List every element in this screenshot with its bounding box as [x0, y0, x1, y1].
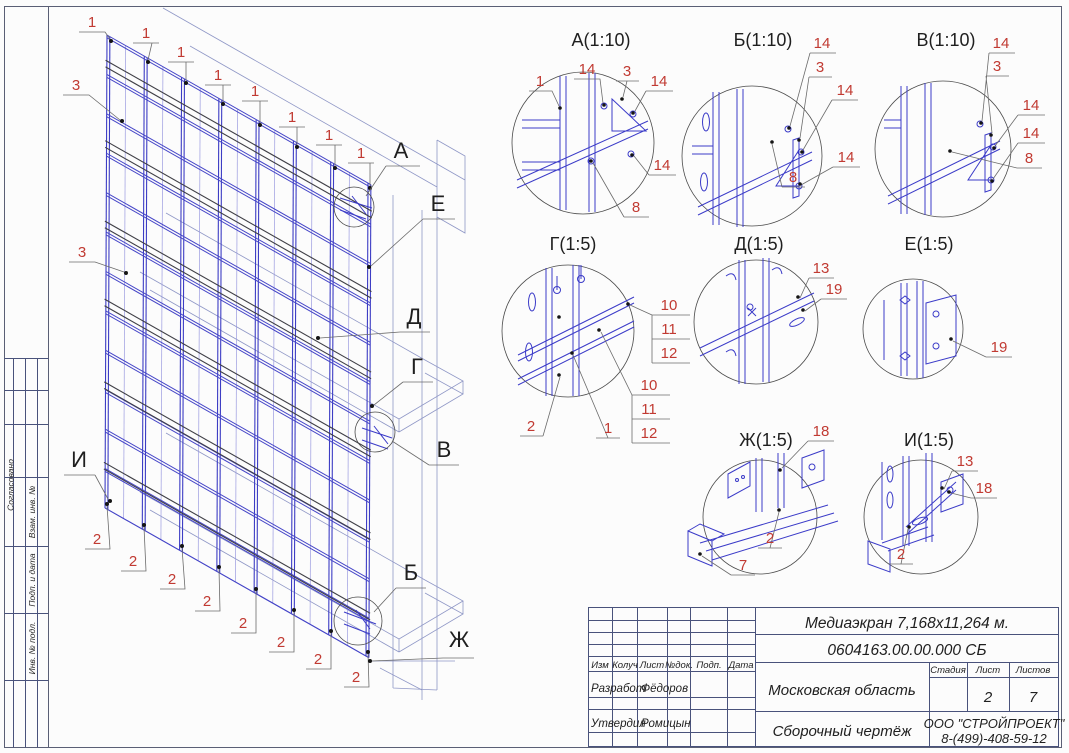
- callout-2: 2: [128, 553, 138, 570]
- detail-view-zh: [688, 423, 838, 575]
- callout: 14: [1022, 125, 1040, 142]
- titleblock-stage-header: Стадия: [930, 665, 966, 676]
- detail-view-d: [694, 234, 847, 384]
- detail-view-e: [863, 234, 1012, 379]
- titleblock-doc-number: 0604163.00.00.000 СБ: [827, 642, 987, 659]
- callout: 14: [1022, 97, 1040, 114]
- callout: 10: [640, 377, 658, 394]
- detail-title-a: А(1:10): [571, 30, 631, 50]
- callout: 8: [631, 199, 641, 216]
- callout: 11: [641, 401, 657, 418]
- callout: 12: [640, 425, 658, 442]
- callout-2: 2: [238, 615, 248, 632]
- margin-label-soglasovano: Согласовано: [5, 459, 16, 511]
- callout: 8: [1024, 150, 1034, 167]
- callout: 14: [653, 157, 671, 174]
- callout-3: 3: [77, 244, 87, 261]
- callout-1: 1: [324, 127, 334, 144]
- detail-title-i: И(1:5): [904, 430, 954, 450]
- callout: 14: [813, 35, 831, 52]
- callout-3: 3: [71, 77, 81, 94]
- detail-title-d: Д(1:5): [734, 234, 784, 254]
- callout: 18: [975, 480, 993, 497]
- titleblock-sheet-number: 2: [983, 689, 993, 706]
- callout: 14: [992, 35, 1010, 52]
- callout: 10: [660, 297, 678, 314]
- detail-title-e: Е(1:5): [904, 234, 954, 254]
- callout-2: 2: [167, 571, 177, 588]
- callout-1: 1: [213, 67, 223, 84]
- callout-1: 1: [356, 145, 366, 162]
- section-letter-e: Е: [430, 191, 446, 216]
- section-letter-zh: Ж: [448, 627, 470, 652]
- section-letter-v: В: [436, 437, 452, 462]
- titleblock-company: ООО "СТРОЙПРОЕКТ": [923, 716, 1065, 731]
- titleblock-sheets-total: 7: [1028, 689, 1038, 706]
- callouts-pos3: [63, 77, 128, 275]
- titleblock-role: Утвердил: [591, 718, 646, 730]
- callout: 2: [526, 418, 536, 435]
- margin-label-vzam-inv: Взам. инв. №: [27, 485, 37, 539]
- detail-view-g: [502, 234, 690, 443]
- callout: 14: [650, 73, 668, 90]
- callout: 19: [990, 339, 1008, 356]
- titleblock-drawing-type: Сборочный чертёж: [772, 723, 912, 740]
- margin-label-inv-podl: Инв. № подл.: [27, 621, 37, 675]
- callout-2: 2: [276, 634, 286, 651]
- callout: 12: [660, 345, 678, 362]
- callout-1: 1: [250, 83, 260, 100]
- titleblock-sheet-header: Лист: [975, 665, 1001, 676]
- callout: 18: [812, 423, 830, 440]
- callout-2: 2: [92, 531, 102, 548]
- callout: 3: [815, 59, 825, 76]
- detail-title-g: Г(1:5): [549, 234, 597, 254]
- callout-1: 1: [287, 109, 297, 126]
- callout-2: 2: [351, 669, 361, 686]
- margin-table: [5, 359, 49, 748]
- detail-view-b: [682, 30, 860, 227]
- titleblock-sheets-header: Листов: [1015, 665, 1051, 676]
- margin-label-podp-data: Подп. и дата: [27, 553, 37, 607]
- callout: 1: [535, 73, 545, 90]
- detail-title-b: Б(1:10): [733, 30, 793, 50]
- titleblock-region: Московская область: [768, 682, 916, 699]
- callout: 11: [661, 321, 677, 338]
- detail-title-zh: Ж(1:5): [739, 430, 793, 450]
- detail-view-i: [864, 430, 997, 574]
- callout: 2: [765, 530, 775, 547]
- callout-1: 1: [141, 25, 151, 42]
- section-letter-a: А: [393, 138, 409, 163]
- titleblock-phone: 8-(499)-408-59-12: [941, 731, 1047, 746]
- titleblock-col-izm: Изм: [591, 660, 609, 671]
- detail-title-v: В(1:10): [916, 30, 976, 50]
- detail-view-v: [875, 30, 1045, 217]
- callout: 8: [788, 169, 798, 186]
- titleblock-name: Ромицын: [641, 718, 691, 730]
- titleblock-col-data: Дата: [728, 660, 754, 671]
- section-letter-i: И: [71, 447, 87, 472]
- section-letter-g: Г: [411, 354, 423, 379]
- titleblock-col-list: Лист: [639, 660, 665, 671]
- callout: 13: [956, 453, 974, 470]
- callout-2: 2: [202, 593, 212, 610]
- callout: 3: [992, 58, 1002, 75]
- titleblock-role: Разработ: [591, 683, 646, 695]
- detail-view-a: [512, 30, 676, 217]
- callout: 1: [603, 420, 613, 437]
- callout: 13: [812, 260, 830, 277]
- titleblock-name: Фёдоров: [641, 683, 689, 695]
- titleblock-col-podp: Подп.: [696, 660, 722, 671]
- section-letter-d: Д: [406, 304, 422, 329]
- callout-1: 1: [87, 14, 97, 31]
- titleblock-col-kol: Колуч: [612, 660, 638, 671]
- callout: 3: [622, 63, 632, 80]
- callout: 19: [825, 281, 843, 298]
- title-block: [589, 608, 1066, 747]
- callout: 2: [896, 546, 906, 563]
- callout: 14: [578, 61, 596, 78]
- callout: 7: [738, 557, 748, 574]
- callout: 14: [836, 82, 854, 99]
- callout-2: 2: [313, 651, 323, 668]
- callout: 14: [837, 149, 855, 166]
- callout-1: 1: [176, 44, 186, 61]
- titleblock-col-doc: №док.: [665, 660, 693, 671]
- section-letter-b: Б: [403, 560, 419, 585]
- titleblock-project-name: Медиаэкран 7,168x11,264 м.: [804, 615, 1010, 632]
